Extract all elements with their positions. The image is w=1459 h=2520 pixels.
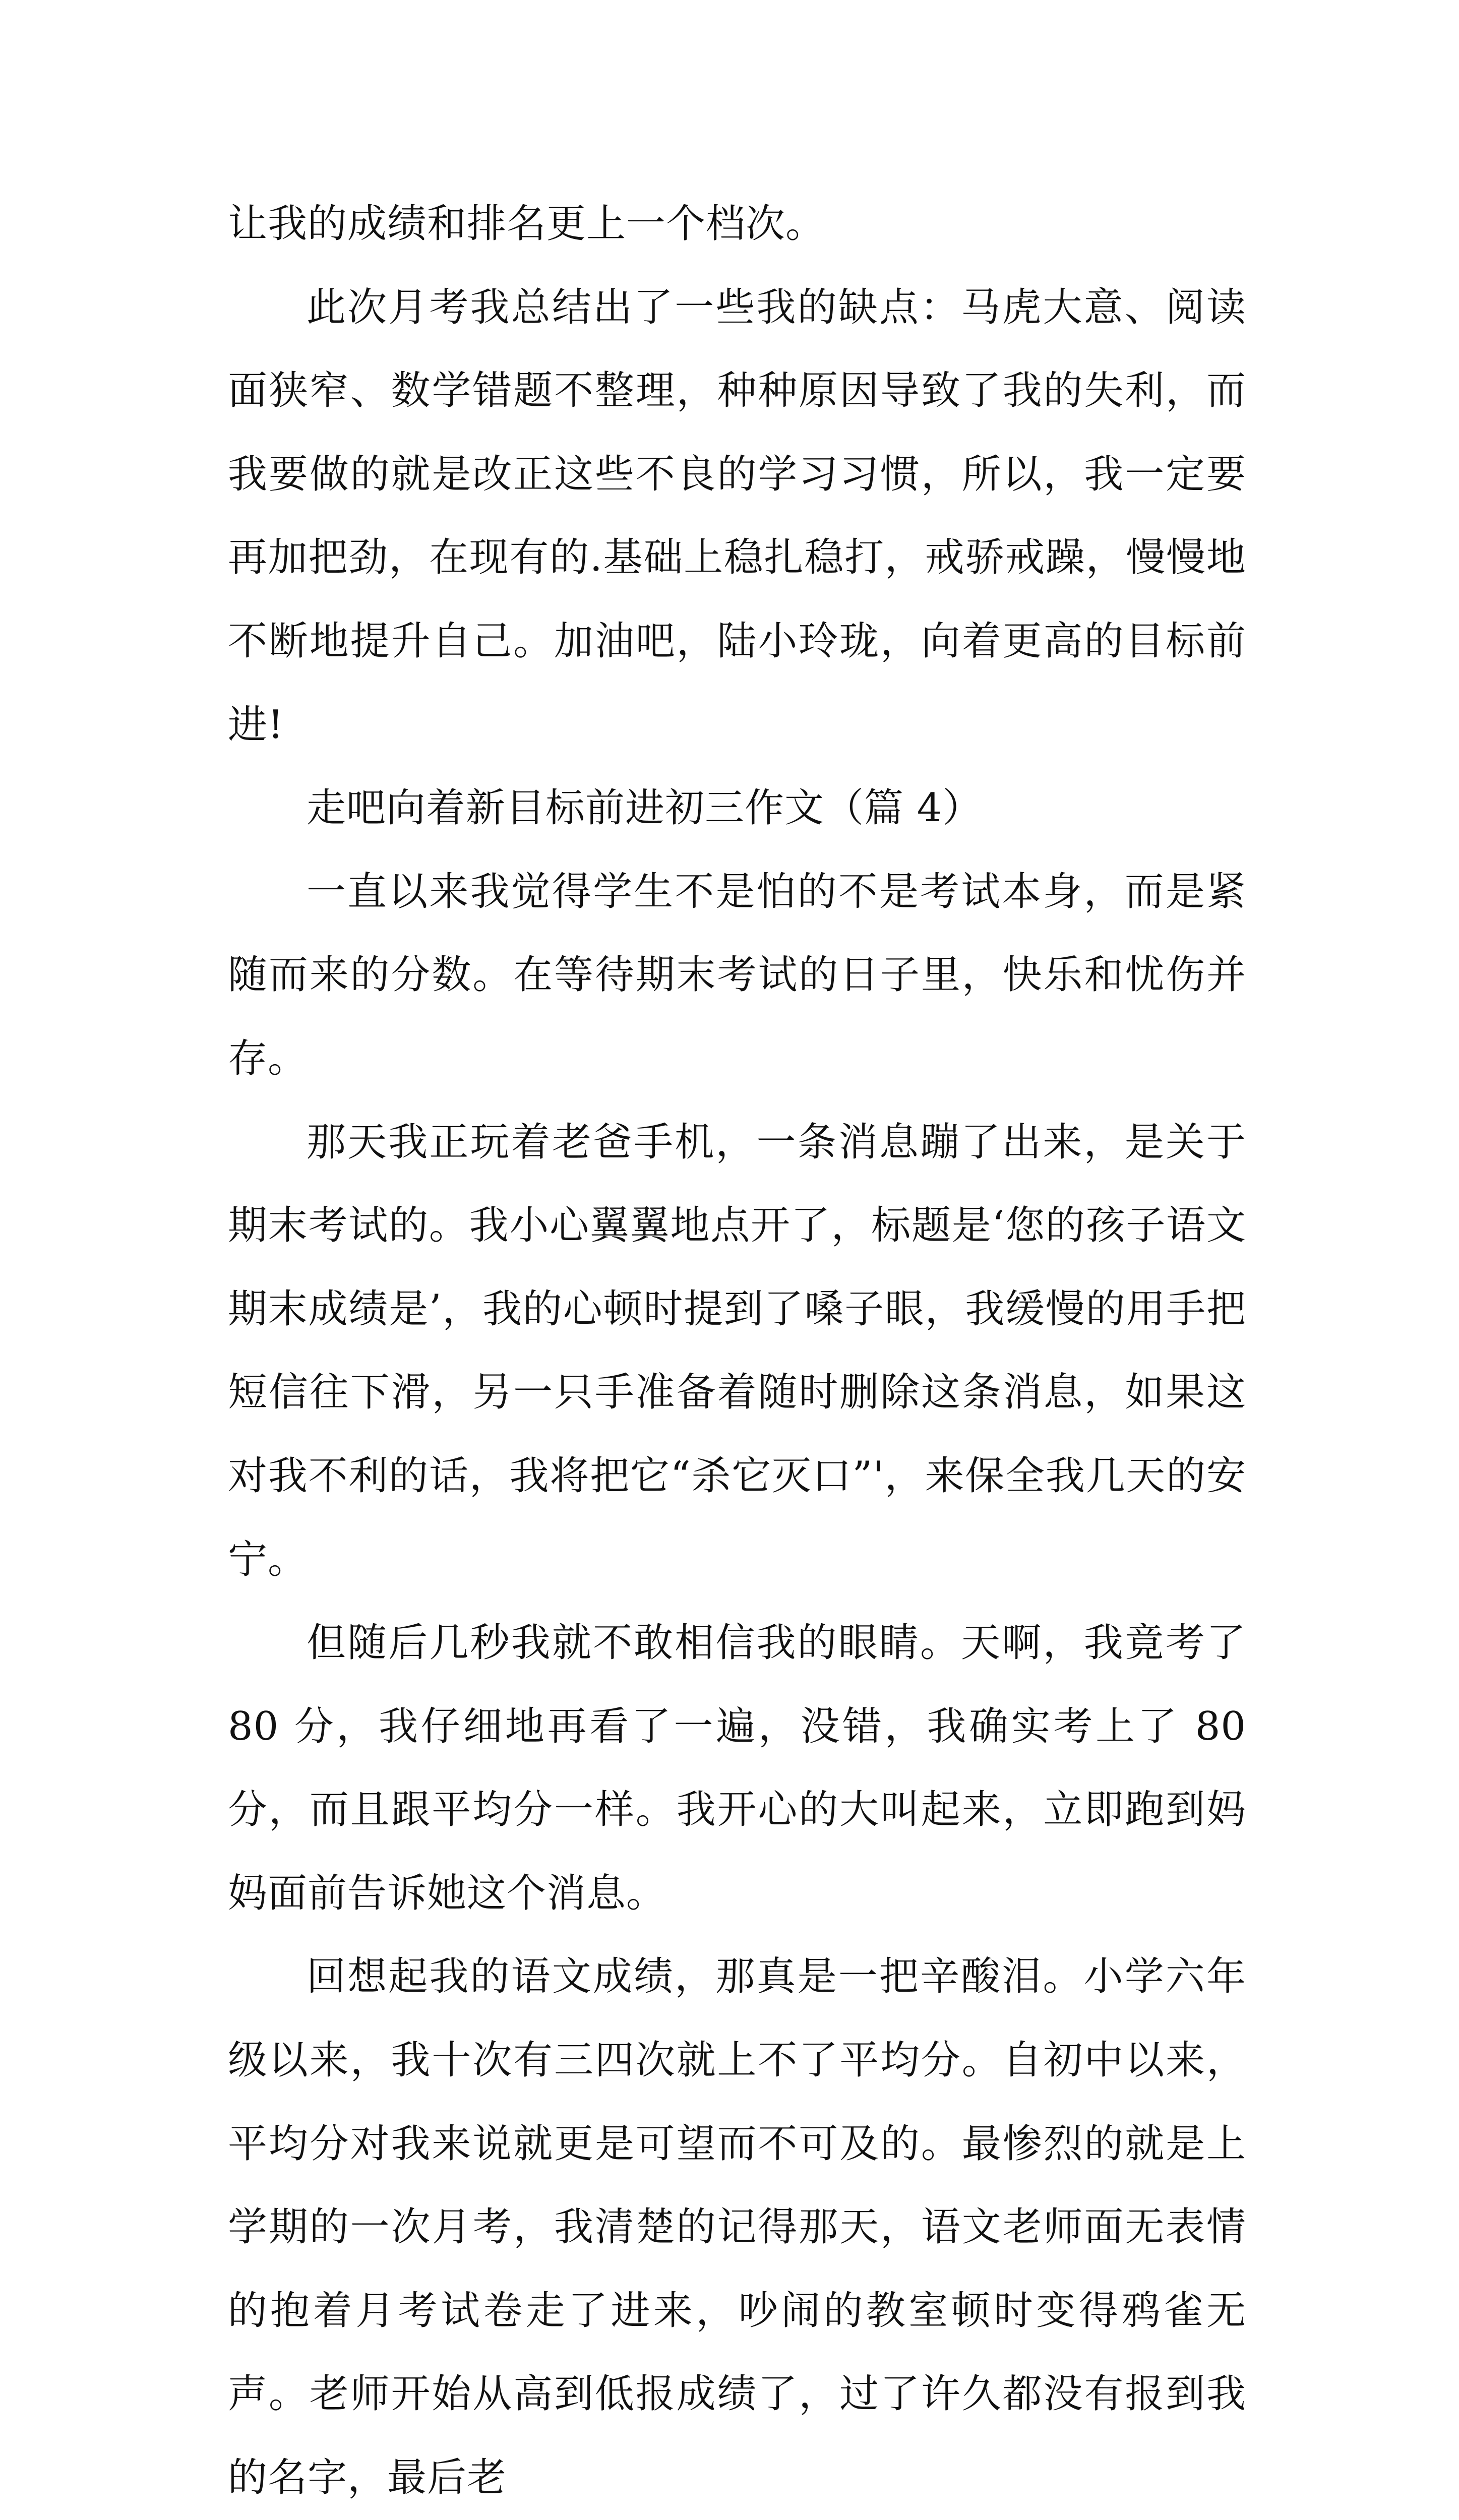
paragraph: 那天我正玩着老爸手机，一条消息蹦了出来，是关于期末考试的。我小心翼翼地点开了，标题是‘您的孩子语文期末成绩是’，我的心顿时提到了嗓子眼，我缓慢的用手把短信往下滑，另一只手准备着随时删除这条消息，如果这对我不利的话，我将把它“杀它灭口”'，来保全我几天的安宁。 (228, 1119, 1246, 1582)
paragraph: 但随后几秒我就不敢相信我的眼睛。天啊，我竟考了 80 分，我仔细地再看了一遍，没错，我确实考上了 80 分，而且跟平均分一样。我开心的大叫起来，立即跑到妈妈面前告诉她这个消息。 (228, 1620, 1246, 1916)
paragraph: 此次月考我总结出了一些我的缺点：马虎大意、阅读面狭窄、数学错题不整理，种种原因导致了我的失利，而我要做的就是改正这些不良的学习习惯，所以，我一定要再加把劲，在现有的.基础上稳扎稳打，戒骄戒躁，慢慢地不断地提升自己。加油吧，陆小玲珑，向着更高的目标前进! (228, 284, 1246, 748)
paragraph: 回想起我的语文成绩，那真是一把辛酸泪。小学六年级以来，我十次有三四次就上不了平均分。自初中以来，平均分对我来说就更是可望而不可及的。最惨烈的就是上学期的一次月考，我清楚的记得那天，语文老师面无表情的抱着月考试卷走了进来，吵闹的教室顿时变得鸦雀无声。老师开始从高到低报成绩了，过了许久都没有报到我的名字，最后老 (228, 1954, 1246, 2501)
body-text (228, 182, 1246, 2520)
section-heading: 走吧向着新目标前进初三作文（篇 4） (307, 785, 983, 831)
paragraph-continuation: 让我的成绩和排名更上一个档次。 (228, 201, 826, 247)
paragraph: 一直以来我觉得学生不是怕的不是考试本身，而是紧随而来的分数。在等待期末考试的日子里，快乐和忧伤并存。 (228, 869, 1246, 1081)
